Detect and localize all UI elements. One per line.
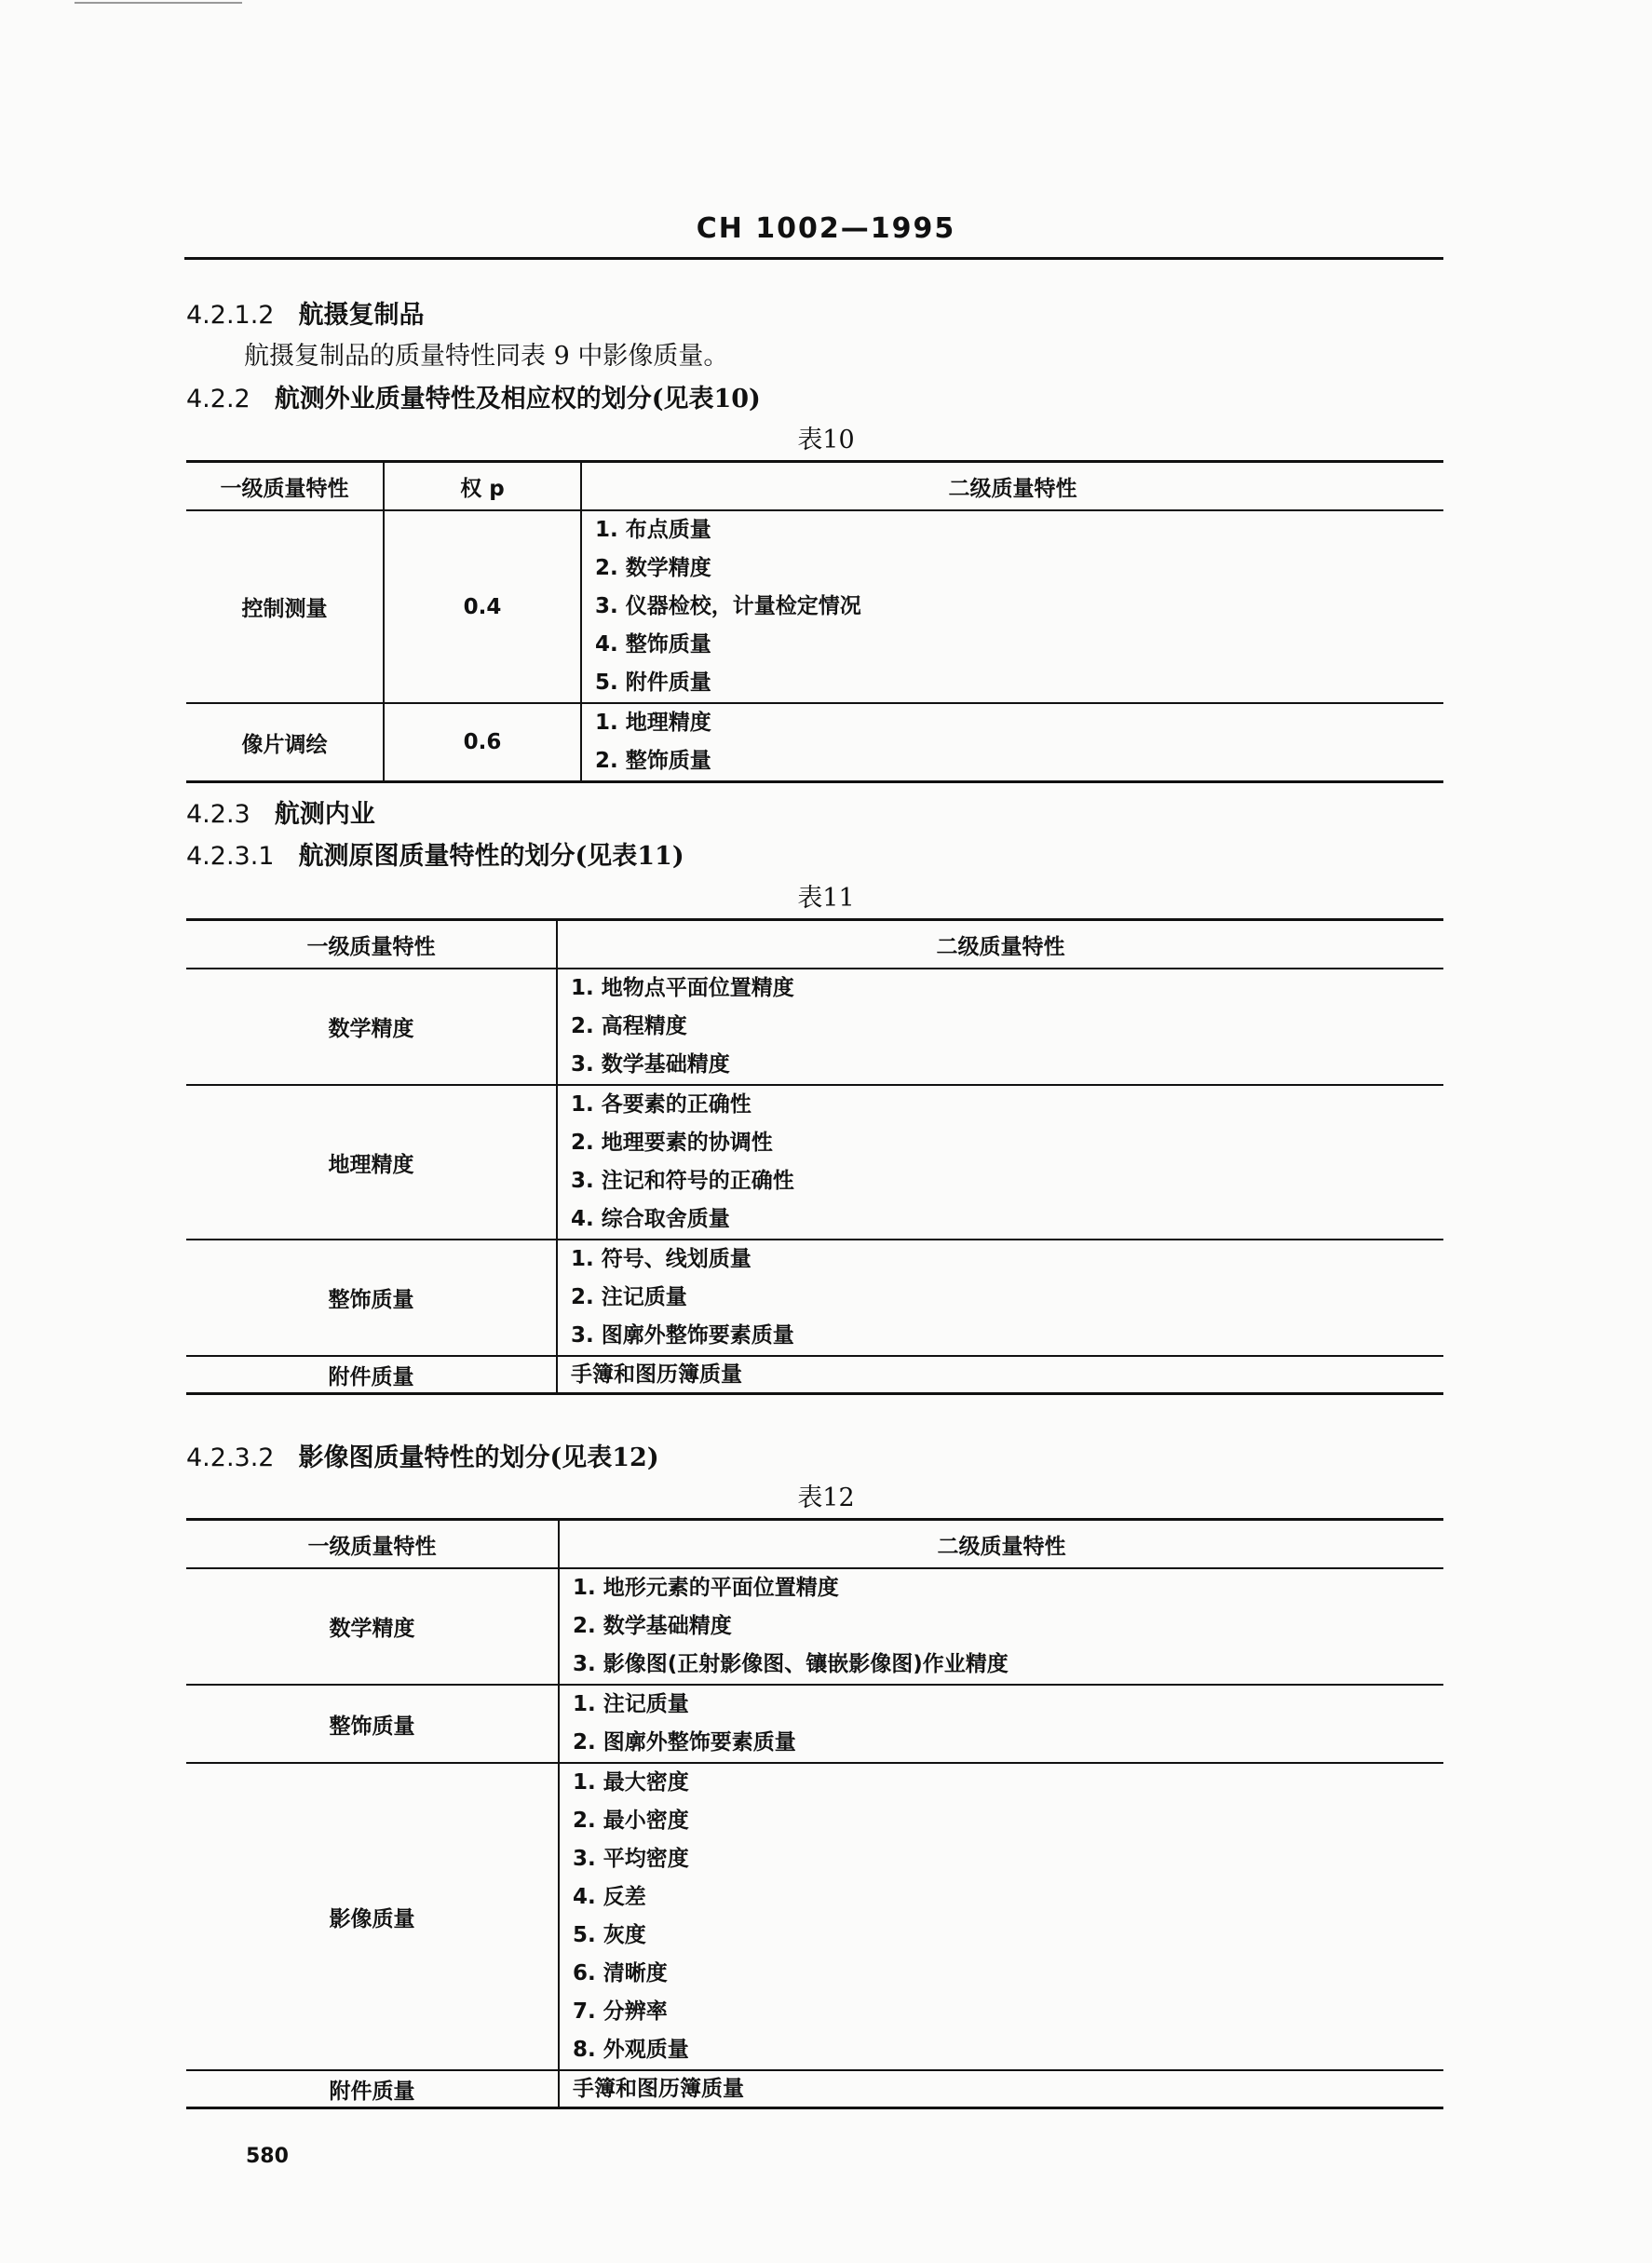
- list-item: 3. 数学基础精度: [571, 1052, 730, 1077]
- list-item: 5. 附件质量: [595, 671, 711, 695]
- list-item: 2. 地理要素的协调性: [571, 1131, 773, 1155]
- section-4-2-3: [186, 793, 375, 830]
- section-number: 4.2.2: [186, 385, 251, 413]
- list-item: 2. 注记质量: [571, 1285, 687, 1309]
- section-4-2-3-2: [186, 1437, 659, 1473]
- list-item: 3. 图廓外整饰要素质量: [571, 1323, 794, 1348]
- header-primary: 一级质量特性: [186, 1520, 559, 1569]
- list-item: 2. 最小密度: [573, 1809, 689, 1833]
- primary-cell: 附件质量: [186, 2070, 559, 2108]
- section-title: 航测原图质量特性的划分(见表11): [298, 842, 684, 871]
- table-row: [186, 1240, 1443, 1356]
- standard-number: CH 1002—1995: [696, 212, 956, 245]
- list-item: 3. 仪器检校，计量检定情况: [595, 594, 861, 618]
- header-primary: 一级质量特性: [186, 462, 384, 511]
- secondary-cell: [559, 1763, 1443, 2070]
- list-item: 2. 高程精度: [571, 1014, 687, 1038]
- table-11-caption: 表11: [797, 884, 855, 913]
- section-4-2-1-2: [186, 294, 424, 331]
- section-number: 4.2.1.2: [186, 301, 275, 330]
- secondary-cell: [559, 2070, 1443, 2108]
- primary-cell: 地理精度: [186, 1085, 557, 1240]
- section-number: 4.2.3.1: [186, 842, 275, 871]
- weight-cell: 0.6: [384, 703, 581, 782]
- header-primary: 一级质量特性: [186, 920, 557, 969]
- table-12: [186, 1518, 1443, 2109]
- list-item: 8. 外观质量: [573, 2038, 689, 2062]
- section-title: 航摄复制品: [298, 301, 425, 330]
- section-title: 航测内业: [274, 800, 375, 829]
- primary-cell: 附件质量: [186, 1356, 557, 1394]
- header-weight: 权 p: [384, 462, 581, 511]
- list-item: 1. 地形元素的平面位置精度: [573, 1576, 839, 1600]
- secondary-cell: [557, 1356, 1443, 1394]
- table-row: [186, 510, 1443, 703]
- primary-cell: 控制测量: [186, 510, 384, 703]
- primary-cell: 数学精度: [186, 1568, 559, 1685]
- primary-cell: 整饰质量: [186, 1685, 559, 1763]
- page-number: 580: [246, 2145, 289, 2168]
- table-row: [186, 2070, 1443, 2108]
- header-secondary: 二级质量特性: [581, 462, 1443, 511]
- table-row: [186, 1356, 1443, 1394]
- table-row: [186, 1685, 1443, 1763]
- section-4-2-2: [186, 378, 761, 414]
- primary-cell: 影像质量: [186, 1763, 559, 2070]
- list-item: 1. 地物点平面位置精度: [571, 976, 794, 1000]
- secondary-cell: [559, 1568, 1443, 1685]
- secondary-cell: [557, 1085, 1443, 1240]
- table-header-row: [186, 1520, 1443, 1569]
- list-item: 4. 综合取舍质量: [571, 1207, 730, 1231]
- table-row: [186, 1763, 1443, 2070]
- table-12-caption: 表12: [797, 1484, 855, 1512]
- table-row: [186, 703, 1443, 782]
- list-item: 3. 平均密度: [573, 1847, 689, 1871]
- section-title: 影像图质量特性的划分(见表12): [298, 1443, 659, 1472]
- list-item: 1. 符号、线划质量: [571, 1247, 752, 1271]
- weight-cell: 0.4: [384, 510, 581, 703]
- header-secondary: 二级质量特性: [559, 1520, 1443, 1569]
- header-rule: [184, 257, 1443, 260]
- secondary-cell: [581, 703, 1443, 782]
- table-row: [186, 1085, 1443, 1240]
- secondary-cell: [581, 510, 1443, 703]
- list-item: 5. 灰度: [573, 1923, 646, 1947]
- section-number: 4.2.3: [186, 800, 251, 829]
- table-header-row: [186, 920, 1443, 969]
- paragraph-aerial-copy: 航摄复制品的质量特性同表 9 中影像质量。: [244, 342, 729, 371]
- primary-cell: 像片调绘: [186, 703, 384, 782]
- list-item: 4. 反差: [573, 1885, 646, 1909]
- list-item: 1. 地理精度: [595, 711, 711, 735]
- list-item: 手簿和图历簿质量: [573, 2077, 744, 2101]
- scan-mark: [74, 2, 242, 4]
- list-item: 2. 图廓外整饰要素质量: [573, 1730, 796, 1755]
- section-4-2-3-1: [186, 835, 684, 872]
- list-item: 1. 布点质量: [595, 518, 711, 542]
- list-item: 4. 整饰质量: [595, 632, 711, 657]
- table-11: [186, 918, 1443, 1395]
- section-title: 航测外业质量特性及相应权的划分(见表10): [274, 385, 761, 413]
- list-item: 1. 最大密度: [573, 1770, 689, 1795]
- table-row: [186, 1568, 1443, 1685]
- secondary-cell: [557, 969, 1443, 1085]
- list-item: 1. 注记质量: [573, 1692, 689, 1716]
- header-secondary: 二级质量特性: [557, 920, 1443, 969]
- list-item: 6. 清晰度: [573, 1961, 668, 1985]
- table-10-caption: 表10: [797, 426, 855, 454]
- primary-cell: 数学精度: [186, 969, 557, 1085]
- list-item: 2. 数学基础精度: [573, 1614, 732, 1638]
- section-number: 4.2.3.2: [186, 1443, 275, 1472]
- table-10: [186, 460, 1443, 783]
- list-item: 3. 注记和符号的正确性: [571, 1169, 794, 1193]
- list-item: 3. 影像图(正射影像图、镶嵌影像图)作业精度: [573, 1652, 1009, 1676]
- secondary-cell: [559, 1685, 1443, 1763]
- list-item: 7. 分辨率: [573, 1999, 668, 2024]
- primary-cell: 整饰质量: [186, 1240, 557, 1356]
- secondary-cell: [557, 1240, 1443, 1356]
- list-item: 2. 整饰质量: [595, 749, 711, 773]
- list-item: 手簿和图历簿质量: [571, 1362, 742, 1387]
- table-header-row: [186, 462, 1443, 511]
- list-item: 2. 数学精度: [595, 556, 711, 580]
- list-item: 1. 各要素的正确性: [571, 1092, 752, 1117]
- table-row: [186, 969, 1443, 1085]
